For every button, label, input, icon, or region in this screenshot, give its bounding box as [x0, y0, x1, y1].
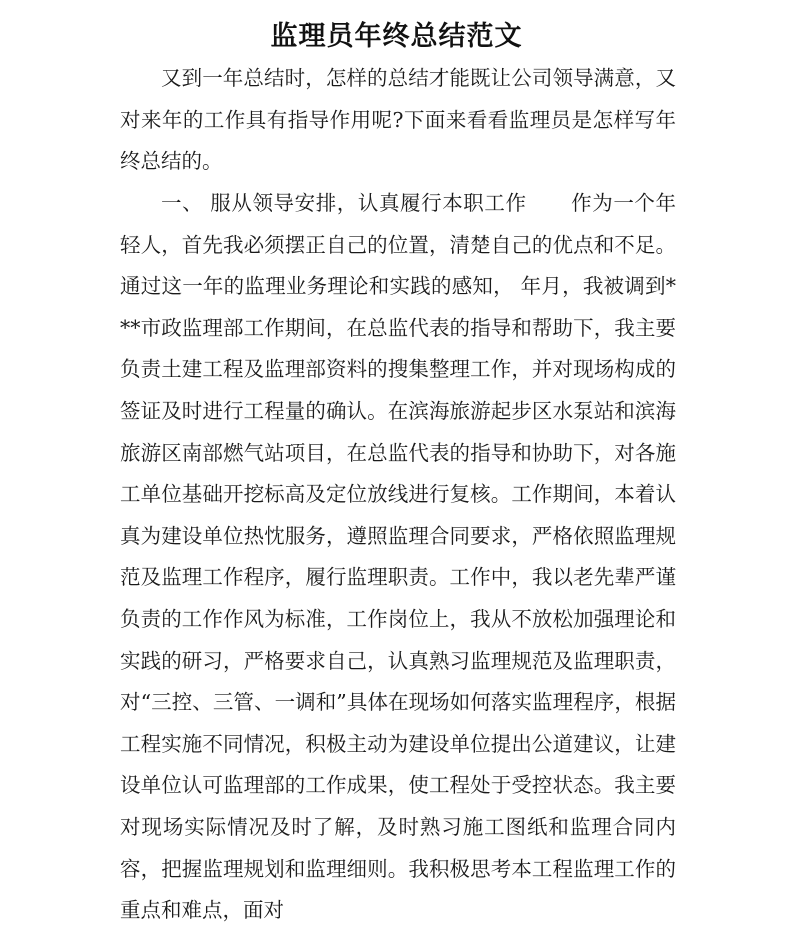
intro-paragraph: 又到一年总结时，怎样的总结才能既让公司领导满意，又对来年的工作具有指导作用呢?下面来看看监理员是怎样写年终总结的。 [120, 66, 676, 174]
section-1-body: 作为一个年轻人，首先我必须摆正自己的位置，清楚自己的优点和不足。通过这一年的监理业务理论和实践的感知， 年月，我被调到***市政监理部工作期间，在总监代表的指导和帮助下，我主要负责土建工程及监理部资料的搜集整理工作，并对现场构成的签证及时进行工程量的确认。在滨海旅游起步区水泵站和滨海旅游区南部燃气站项目，在总监代表的指导和协助下，对各施工单位基础开挖标高及定位放线进行复核。工作期间，本着认真为建设单位热忱服务，遵照监理合同要求，严格依照监理规范及监理工作程序，履行监理职责。工作中，我以老先辈严谨负责的工作作风为标准，工作岗位上，我从不放松加强理论和实践的研习，严格要求自己，认真熟习监理规范及监理职责，对“三控、三管、一调和”具体在现场如何落实监理程序，根据工程实施不同情况，积极主动为建设单位提出公道建议，让建设单位认可监理部的工作成果，使工程处于受控状态。我主要对现场实际情况及时了解，及时熟习施工图纸和监理合同内容，把握监理规划和监理细则。我积极思考本工程监理工作的重点和难点，面对 [120, 191, 677, 923]
section-1-heading: 一、 服从领导安排，认真履行本职工作 [161, 191, 527, 215]
document-title: 监理员年终总结范文 [270, 21, 523, 52]
section-1-paragraph [120, 183, 676, 932]
